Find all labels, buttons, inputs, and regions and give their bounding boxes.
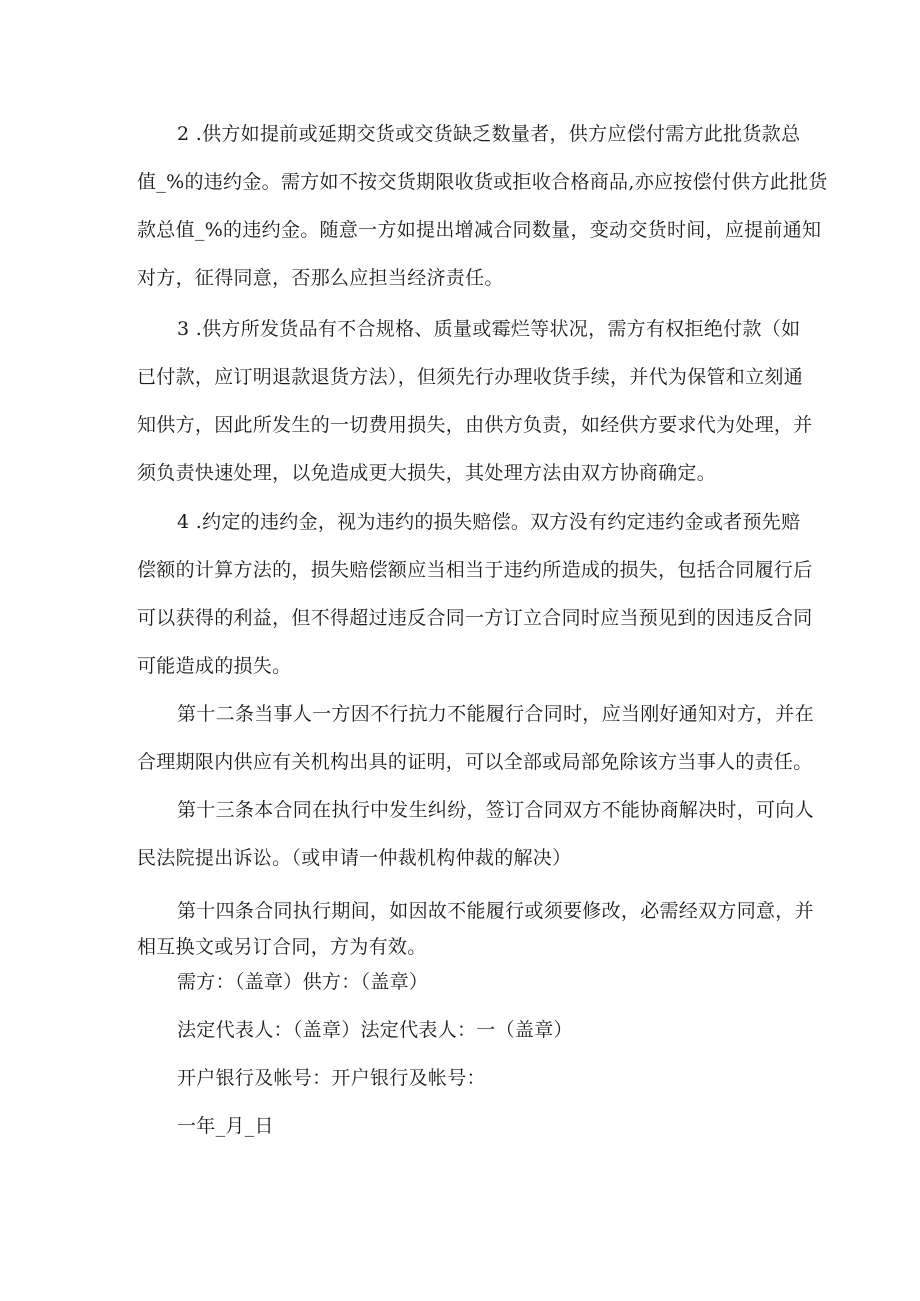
paragraph-line: 值_%的违约金。需方如不按交货期限收货或拒收合格商品,亦应按偿付供方此批货 [137, 171, 828, 193]
paragraph-line: 第十四条合同执行期间，如因故不能履行或须要修改，必需经双方同意，并 [177, 900, 814, 922]
paragraph-clause-2 [137, 110, 828, 302]
paragraph-clause-4 [137, 498, 813, 690]
paragraph-line: 第十二条当事人一方因不行抗力不能履行合同时，应当刚好通知对方，并在 [177, 703, 814, 725]
paragraph-article-13 [137, 786, 814, 882]
paragraph-line: 第十三条本合同在执行中发生纠纷，签订合同双方不能协商解决时，可向人 [177, 799, 814, 821]
paragraph-line: 合理期限内供应有关机构出具的证明，可以全部或局部免除该方当事人的责任。 [137, 751, 813, 773]
paragraph-line: 民法院提出诉讼。（或申请一仲裁机构仲裁的解决） [137, 847, 572, 869]
paragraph-line: 相互换文或另订合同，方为有效。 [137, 936, 427, 958]
paragraph-article-14 [137, 893, 814, 965]
paragraph-line: 可以获得的利益，但不得超过违反合同一方订立合同时应当预见到的因违反合同 [137, 607, 813, 629]
paragraph-article-12 [137, 690, 814, 786]
paragraph-line: 款总值_%的违约金。随意一方如提出增减合同数量，变动交货时间，应提前通知 [137, 219, 822, 241]
paragraph-line: 4 .约定的违约金，视为违约的损失赔偿。双方没有约定违约金或者预先赔 [177, 511, 801, 533]
paragraph-line: 2 .供方如提前或延期交货或交货缺乏数量者，供方应偿付需方此批货款总 [177, 123, 801, 145]
signature-date-line: 一年_月_日 [177, 1115, 274, 1137]
paragraph-line: 已付款，应订明退款退货方法），但须先行办理收货手续，并代为保管和立刻通 [137, 366, 804, 388]
paragraph-line: 可能造成的损失。 [137, 655, 292, 677]
paragraph-line: 须负责快速处理，以免造成更大损失，其处理方法由双方协商确定。 [137, 462, 717, 484]
paragraph-line: 偿额的计算方法的，损失赔偿额应当相当于违约所造成的损失，包括合同履行后 [137, 559, 813, 581]
paragraph-clause-3 [137, 305, 813, 497]
signature-parties-line: 需方：（盖章）供方：（盖章） [177, 971, 429, 993]
paragraph-line: 知供方，因此所发生的一切费用损失，由供方负责，如经供方要求代为处理，并 [137, 414, 813, 436]
paragraph-line: 3 .供方所发货品有不合规格、质量或霉烂等状况，需方有权拒绝付款（如 [177, 318, 801, 340]
signature-representatives-line: 法定代表人：（盖章）法定代表人：一（盖章） [177, 1019, 573, 1041]
signature-bank-accounts-line: 开户银行及帐号：开户银行及帐号： [177, 1067, 486, 1089]
paragraph-line: 对方，征得同意，否那么应担当经济责任。 [137, 267, 504, 289]
